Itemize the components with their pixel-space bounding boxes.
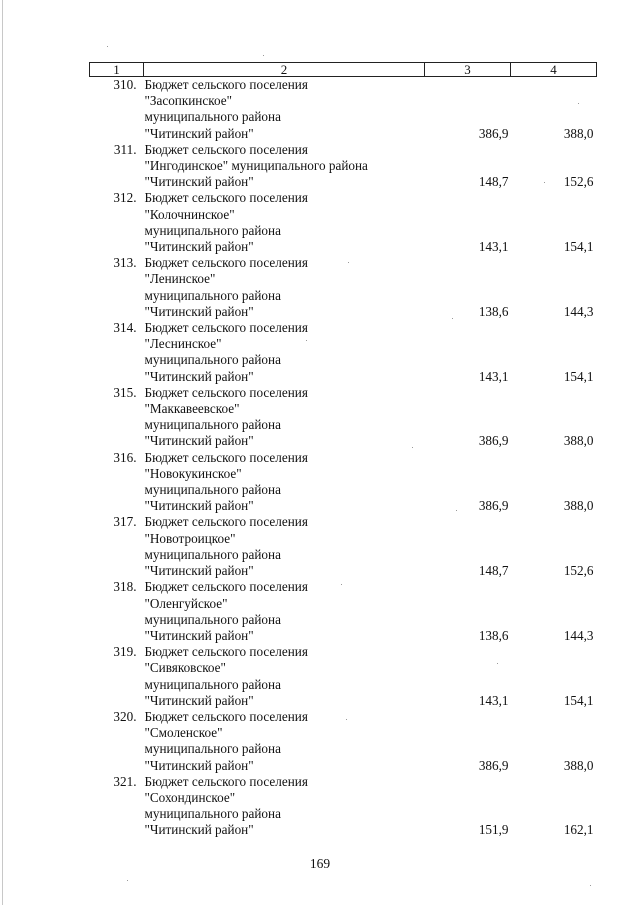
header-cell-4: 4 xyxy=(511,63,597,77)
budget-name-line: "Читинский район" xyxy=(144,125,254,141)
budget-name-line: "Колочнинское" xyxy=(144,206,235,222)
value-col-3: 386,9 xyxy=(478,125,509,141)
scan-speck xyxy=(412,447,413,448)
budget-name-cell xyxy=(144,450,425,515)
table-row xyxy=(90,77,597,142)
budget-name-line: "Маккавеевское" xyxy=(144,401,240,417)
table-row xyxy=(90,514,597,579)
table-row xyxy=(90,579,597,644)
budget-name-cell xyxy=(144,190,425,255)
budget-name-line: Бюджет сельского поселения xyxy=(144,579,308,595)
budget-name-line: муниципального района xyxy=(144,611,281,627)
budget-name-line: "Читинский район" xyxy=(144,174,254,190)
budget-name-line: "Читинский район" xyxy=(144,368,254,384)
value-col-3: 386,9 xyxy=(478,433,509,449)
row-number: 321. xyxy=(113,773,137,789)
row-number: 319. xyxy=(113,644,137,660)
value-col-4: 388,0 xyxy=(563,498,594,514)
row-number: 320. xyxy=(113,708,137,724)
scan-speck xyxy=(127,880,128,881)
budget-name-line: "Леснинское" xyxy=(144,336,222,352)
scan-speck xyxy=(578,103,579,104)
value-col-4: 144,3 xyxy=(563,627,594,643)
budget-name-line: муниципального района xyxy=(144,352,281,368)
scan-speck xyxy=(107,46,108,47)
budget-name-cell xyxy=(144,142,425,191)
row-number: 318. xyxy=(113,579,137,595)
budget-name-line: Бюджет сельского поселения xyxy=(144,514,308,530)
header-cell-2: 2 xyxy=(144,63,425,77)
budget-name-line: "Читинский район" xyxy=(144,239,254,255)
scan-speck xyxy=(497,663,498,664)
budget-name-line: "Оленгуйское" xyxy=(144,595,228,611)
budget-name-line: "Сохондинское" xyxy=(144,789,236,805)
scan-speck xyxy=(346,719,347,720)
budget-name-line: "Сивяковское" xyxy=(144,660,226,676)
value-col-4: 162,1 xyxy=(563,822,594,838)
table-row xyxy=(90,190,597,255)
value-col-3: 143,1 xyxy=(478,239,509,255)
budget-name-cell xyxy=(144,77,425,142)
value-col-4: 388,0 xyxy=(563,125,594,141)
budget-name-line: Бюджет сельского поселения xyxy=(144,255,308,271)
budget-name-line: Бюджет сельского поселения xyxy=(144,384,308,400)
budget-name-line: Бюджет сельского поселения xyxy=(144,644,308,660)
budget-name-line: муниципального района xyxy=(144,676,281,692)
budget-name-cell xyxy=(144,709,425,774)
budget-name-line: "Читинский район" xyxy=(144,757,254,773)
table-row xyxy=(90,450,597,515)
budget-name-line: "Новокукинское" xyxy=(144,465,242,481)
table-row xyxy=(90,385,597,450)
row-number: 315. xyxy=(113,384,137,400)
budget-name-line: "Читинский район" xyxy=(144,822,254,838)
budget-name-line: Бюджет сельского поселения xyxy=(144,773,308,789)
value-col-4: 154,1 xyxy=(563,692,594,708)
scan-speck xyxy=(456,510,457,511)
value-col-4: 154,1 xyxy=(563,239,594,255)
budget-name-cell xyxy=(144,255,425,320)
budget-table xyxy=(89,62,597,839)
row-number: 313. xyxy=(113,255,137,271)
table-row xyxy=(90,774,597,839)
budget-name-line: "Читинский район" xyxy=(144,303,254,319)
scan-speck xyxy=(263,55,264,56)
budget-name-cell xyxy=(144,644,425,709)
budget-name-line: Бюджет сельского поселения xyxy=(144,449,308,465)
budget-name-cell xyxy=(144,385,425,450)
value-col-3: 138,6 xyxy=(478,627,509,643)
table-row xyxy=(90,142,597,191)
table-body xyxy=(90,77,597,839)
row-number: 311. xyxy=(113,141,137,157)
header-cell-3: 3 xyxy=(425,63,511,77)
value-col-3: 143,1 xyxy=(478,368,509,384)
header-cell-1: 1 xyxy=(90,63,144,77)
scan-speck xyxy=(544,182,545,183)
value-col-4: 152,6 xyxy=(563,563,594,579)
budget-name-line: муниципального района xyxy=(144,806,281,822)
value-col-3: 386,9 xyxy=(478,757,509,773)
budget-name-line: "Ленинское" xyxy=(144,271,216,287)
table-row xyxy=(90,255,597,320)
table-header xyxy=(90,63,597,77)
budget-name-line: "Читинский район" xyxy=(144,433,254,449)
table-row xyxy=(90,709,597,774)
budget-name-line: "Ингодинское" муниципального района xyxy=(144,158,368,174)
row-number: 316. xyxy=(113,449,137,465)
scan-speck xyxy=(341,584,342,585)
row-number: 312. xyxy=(113,190,137,206)
table-row xyxy=(90,644,597,709)
table-row xyxy=(90,320,597,385)
row-number: 314. xyxy=(113,320,137,336)
value-col-4: 144,3 xyxy=(563,303,594,319)
budget-name-line: "Читинский район" xyxy=(144,627,254,643)
budget-name-line: "Читинский район" xyxy=(144,498,254,514)
value-col-3: 143,1 xyxy=(478,692,509,708)
scan-speck xyxy=(590,885,591,886)
row-number: 310. xyxy=(113,77,137,92)
budget-name-line: Бюджет сельского поселения xyxy=(144,190,308,206)
budget-name-line: муниципального района xyxy=(144,546,281,562)
value-col-3: 138,6 xyxy=(478,303,509,319)
value-col-4: 152,6 xyxy=(563,174,594,190)
value-col-4: 388,0 xyxy=(563,757,594,773)
value-col-3: 148,7 xyxy=(478,174,509,190)
scan-speck xyxy=(348,262,349,263)
budget-name-line: муниципального района xyxy=(144,109,281,125)
budget-name-line: "Засопкинское" xyxy=(144,93,232,109)
budget-name-cell xyxy=(144,579,425,644)
page-number: 169 xyxy=(309,856,331,871)
value-col-3: 151,9 xyxy=(478,822,509,838)
budget-name-line: Бюджет сельского поселения xyxy=(144,708,308,724)
value-col-3: 148,7 xyxy=(478,563,509,579)
scan-speck xyxy=(452,318,453,319)
budget-name-line: муниципального района xyxy=(144,222,281,238)
budget-name-cell xyxy=(144,774,425,839)
budget-name-line: Бюджет сельского поселения xyxy=(144,141,308,157)
value-col-3: 386,9 xyxy=(478,498,509,514)
budget-name-cell xyxy=(144,514,425,579)
budget-name-line: муниципального района xyxy=(144,287,281,303)
row-number: 317. xyxy=(113,514,137,530)
header-row xyxy=(90,63,597,77)
budget-name-line: муниципального района xyxy=(144,741,281,757)
scan-edge-line xyxy=(2,0,3,905)
budget-name-line: "Читинский район" xyxy=(144,563,254,579)
value-col-4: 154,1 xyxy=(563,368,594,384)
value-col-4: 388,0 xyxy=(563,433,594,449)
budget-name-line: "Новотроицкое" xyxy=(144,530,236,546)
budget-name-line: "Читинский район" xyxy=(144,692,254,708)
budget-name-line: Бюджет сельского поселения xyxy=(144,77,308,92)
budget-name-line: муниципального района xyxy=(144,417,281,433)
budget-name-cell xyxy=(144,320,425,385)
budget-name-line: муниципального района xyxy=(144,482,281,498)
budget-name-line: Бюджет сельского поселения xyxy=(144,320,308,336)
budget-name-line: "Смоленское" xyxy=(144,725,223,741)
scan-speck xyxy=(306,340,307,341)
